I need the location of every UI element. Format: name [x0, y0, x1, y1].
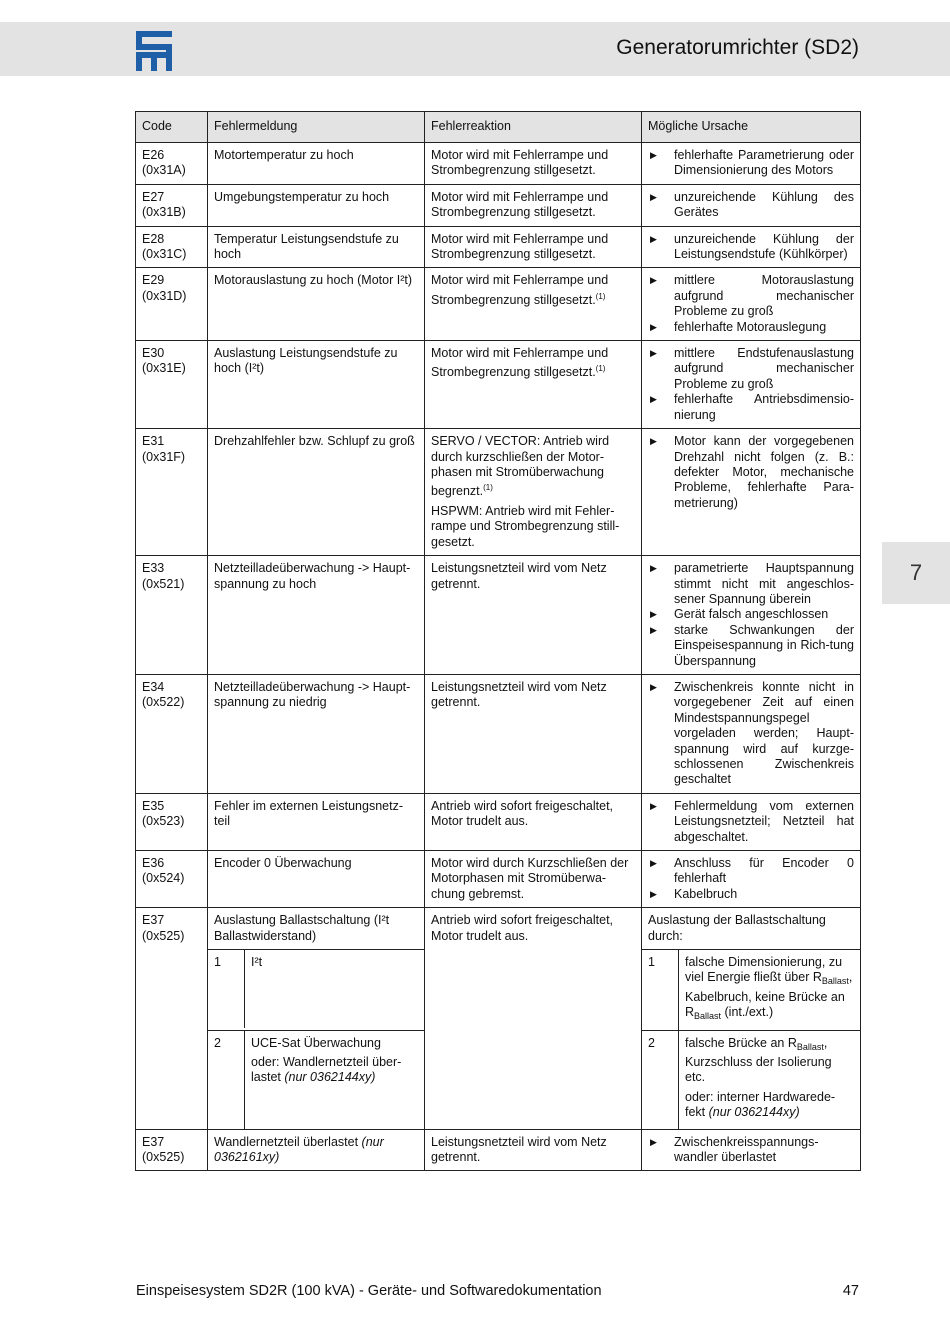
message-cell: Encoder 0 Überwachung — [208, 851, 425, 908]
bullet-arrow-icon: ▶ — [650, 624, 657, 635]
error-code: E28 — [142, 231, 165, 246]
code-cell — [136, 908, 208, 1129]
reaction-cell: Antrieb wird sofort freigeschaltet, Motor trudelt aus. — [425, 793, 642, 850]
error-code: E31 — [142, 434, 165, 449]
column-header-message: Fehlermeldung — [208, 112, 425, 143]
cause-cell — [642, 268, 861, 341]
table-row — [136, 226, 861, 268]
error-hex: (0x31F) — [142, 449, 186, 464]
cause-intro-cell: Auslastung der Ballastschaltung durch: — [642, 908, 861, 950]
error-code: E30 — [142, 346, 165, 361]
cause-item: ▶ Anschluss für Encoder 0 fehlerhaft — [650, 856, 854, 886]
message-cell: Netzteilladeüberwachung -> Haupt-spannung zu niedrig — [208, 674, 425, 793]
reaction-cell: Motor wird mit Fehlerrampe und Strombegrenzung stillgesetzt.$^{(1)}$ — [425, 341, 642, 429]
sub-message-cell-2 — [208, 1030, 425, 1129]
error-code: E33 — [142, 561, 165, 576]
table-row — [136, 429, 861, 556]
error-code: E37 — [142, 1134, 165, 1149]
cause-item: ▶ Kabelbruch — [650, 886, 738, 901]
code-cell — [136, 556, 208, 675]
cause-item: ▶ Zwischenkreisspannungs-wandler überlastet — [650, 1134, 819, 1165]
bullet-arrow-icon: ▶ — [650, 436, 657, 447]
error-code: E29 — [142, 273, 165, 288]
sub-message: I²t — [251, 955, 263, 970]
bullet-arrow-icon: ▶ — [650, 563, 657, 574]
table-row — [136, 143, 861, 185]
message-cell: Fehler im externen Leistungsnetz-teil — [208, 793, 425, 850]
bullet-arrow-icon: ▶ — [650, 1136, 657, 1147]
reaction-cell: Antrieb wird sofort freigeschaltet, Motor trudelt aus. — [425, 908, 642, 1129]
error-hex: (0x521) — [142, 576, 185, 591]
code-cell — [136, 429, 208, 556]
code-cell — [136, 674, 208, 793]
bullet-arrow-icon: ▶ — [650, 150, 657, 160]
error-hex: (0x523) — [142, 814, 185, 829]
error-code: E35 — [142, 798, 165, 813]
error-hex: (0x31A) — [142, 163, 186, 178]
error-hex: (0x31C) — [142, 247, 187, 262]
error-code: E34 — [142, 679, 165, 694]
table-row — [136, 184, 861, 226]
cause-item: ▶ fehlerhafte Motorauslegung — [650, 319, 827, 334]
error-hex: (0x31D) — [142, 288, 187, 303]
table-row — [136, 341, 861, 429]
message-cell: Umgebungstemperatur zu hoch — [208, 184, 425, 226]
sub-number: 1 — [208, 950, 245, 1028]
cause-cell — [642, 556, 861, 675]
table-row-e37b — [136, 1129, 861, 1171]
sub-message: UCE-Sat Überwachung oder: Wandlernetzteil über-lastet (nur 0362144xy) — [251, 1035, 402, 1085]
code-cell — [136, 226, 208, 268]
cause-item: ▶ parametrierte Hauptspannung stimmt nicht mit angeschlos-sener Spannung überein — [650, 561, 854, 606]
page-title: Generatorumrichter (SD2) — [616, 36, 859, 59]
footnote-marker: (1) — [483, 483, 493, 493]
error-code: E36 — [142, 856, 165, 870]
message-cell: Motorauslastung zu hoch (Motor I²t) — [208, 268, 425, 341]
cause-item: ▶ fehlerhafte Antriebsdimensio-nierung — [650, 392, 854, 422]
cause-cell — [642, 341, 861, 429]
code-cell — [136, 851, 208, 908]
cause-item: ▶ Gerät falsch angeschlossen — [650, 607, 829, 622]
code-cell — [136, 143, 208, 185]
table-row — [136, 556, 861, 675]
code-cell — [136, 184, 208, 226]
sub-cause: falsche Dimensionierung, zu viel Energie fließt über $R_{Ballast}$, Kabelbruch, keine Brücke an $R_{Ballast}$ (int./ext.) — [685, 955, 853, 1022]
table-row — [136, 268, 861, 341]
error-code: E27 — [142, 189, 165, 204]
bullet-arrow-icon: ▶ — [650, 191, 657, 202]
footnote-marker: (1) — [595, 291, 606, 301]
error-hex: (0x524) — [142, 871, 185, 886]
cause-cell — [642, 793, 861, 850]
cause-item: ▶ mittlere Motorauslastung aufgrund mechanischer Probleme zu groß — [650, 273, 854, 319]
message-cell: Motortemperatur zu hoch — [208, 143, 425, 185]
cause-cell — [642, 1129, 861, 1171]
cause-item: ▶ starke Schwankungen der Einspeisespannung in Rich-tung Überspannung — [650, 622, 854, 668]
reaction-cell: Motor wird mit Fehlerrampe und Strombegrenzung stillgesetzt. — [425, 184, 642, 226]
bullet-arrow-icon: ▶ — [650, 394, 657, 405]
message-cell: Temperatur Leistungsendstufe zu hoch — [208, 226, 425, 268]
sub-cause-cell-1 — [642, 950, 861, 1031]
cause-cell — [642, 184, 861, 226]
error-hex: (0x522) — [142, 695, 185, 710]
bullet-arrow-icon: ▶ — [650, 681, 657, 692]
cause-cell — [642, 429, 861, 556]
reaction-cell: Motor wird mit Fehlerrampe und Strombegrenzung stillgesetzt. — [425, 226, 642, 268]
message-cell: Auslastung Leistungsendstufe zu hoch (I²t) — [208, 341, 425, 429]
cause-item: ▶ fehlerhafte Parametrierung oder Dimensionierung des Motors — [650, 148, 854, 178]
error-code: E26 — [142, 148, 165, 162]
bullet-arrow-icon: ▶ — [650, 858, 657, 868]
column-header-reaction: Fehlerreaktion — [425, 112, 642, 143]
error-code: E37 — [142, 913, 165, 928]
bullet-arrow-icon: ▶ — [650, 321, 657, 332]
code-cell — [136, 341, 208, 429]
bullet-arrow-icon: ▶ — [650, 233, 657, 244]
column-header-code: Code — [136, 112, 208, 143]
reaction-cell: Motor wird mit Fehlerrampe und Strombegrenzung stillgesetzt.$^{(1)}$ — [425, 268, 642, 341]
cause-cell — [642, 226, 861, 268]
cause-item: ▶ unzureichende Kühlung des Gerätes — [650, 189, 854, 220]
bullet-arrow-icon: ▶ — [650, 888, 657, 899]
table-row — [136, 793, 861, 850]
chapter-tab: 7 — [882, 542, 950, 604]
code-cell — [136, 1129, 208, 1171]
sub-cause-cell-2 — [642, 1030, 861, 1129]
column-header-cause: Mögliche Ursache — [642, 112, 861, 143]
cause-item: ▶ mittlere Endstufenauslastung aufgrund mechanischer Probleme zu groß — [650, 346, 854, 391]
table-row — [136, 674, 861, 793]
error-table — [135, 111, 861, 1171]
table-row — [136, 851, 861, 908]
reaction-note: HSPWM: Antrieb wird mit Fehler-rampe und Strombegrenzung still-gesetzt. — [431, 503, 620, 549]
sub-cause: falsche Brücke an $R_{Ballast}$, Kurzschluss der Isolierung etc. oder: interner Hardwarede-fekt (nur 0362144xy) — [685, 1035, 836, 1120]
message-cell: Netzteilladeüberwachung -> Haupt-spannung zu hoch — [208, 556, 425, 675]
error-hex: (0x31B) — [142, 205, 186, 220]
table-row-e37 — [136, 908, 861, 950]
message-cell: Auslastung Ballastschaltung (I²t Ballastwiderstand) — [208, 908, 425, 950]
message-cell: Wandlernetzteil überlastet (nur 0362161xy) — [208, 1129, 425, 1171]
bullet-arrow-icon: ▶ — [650, 275, 657, 286]
error-hex: (0x31E) — [142, 361, 186, 376]
sub-number: 2 — [208, 1031, 245, 1129]
cause-cell — [642, 143, 861, 185]
reaction-cell: Motor wird mit Fehlerrampe und Strombegrenzung stillgesetzt. — [425, 143, 642, 185]
table-header-row — [136, 112, 861, 143]
code-cell — [136, 793, 208, 850]
reaction-cell: Leistungsnetzteil wird vom Netz getrennt. — [425, 556, 642, 675]
cause-cell — [642, 851, 861, 908]
cause-item: ▶ unzureichende Kühlung der Leistungsendstufe (Kühlkörper) — [650, 231, 854, 262]
footer-page-number: 47 — [842, 1283, 859, 1299]
reaction-cell: Motor wird durch Kurzschließen der Motorphasen mit Stromüberwa-chung gebremst. — [425, 851, 642, 908]
cause-item: ▶ Zwischenkreis konnte nicht in vorgegebener Zeit auf einen Mindestspannungspegel vorgeladen werden; Haupt-spannung wird auf kurzge-schlossenen Zwischenkreis geschaltet — [650, 679, 854, 787]
reaction-cell: SERVO / VECTOR: Antrieb wird durch kurzschließen der Motor-phasen mit Stromüberwachung begrenzt.$^{(1)}$ HSPWM: Antrieb wird mit Fehler-rampe und Strombegrenzung still-gesetzt. — [425, 429, 642, 556]
cause-item: ▶ Fehlermeldung vom externen Leistungsnetzteil; Netzteil hat abgeschaltet. — [650, 798, 854, 844]
reaction-cell: Leistungsnetzteil wird vom Netz getrennt. — [425, 674, 642, 793]
cause-cell — [642, 674, 861, 793]
sub-number: 1 — [642, 950, 679, 1030]
company-logo — [136, 31, 172, 71]
sub-message-cell-1 — [208, 950, 425, 1031]
error-hex: (0x525) — [142, 928, 185, 943]
footnote-marker: (1) — [595, 364, 606, 374]
message-cell: Drehzahlfehler bzw. Schlupf zu groß — [208, 429, 425, 556]
sub-number: 2 — [642, 1031, 679, 1129]
bullet-arrow-icon: ▶ — [650, 348, 657, 359]
footer-document-title: Einspeisesystem SD2R (100 kVA) - Geräte- und Softwaredokumentation — [136, 1283, 602, 1299]
bullet-arrow-icon: ▶ — [650, 800, 657, 811]
code-cell — [136, 268, 208, 341]
cause-item: ▶ Motor kann der vorgegebenen Drehzahl nicht folgen (z. B.: defekter Motor, mechanische Probleme, fehlerhafte Para-metrierung) — [650, 434, 854, 510]
reaction-cell: Leistungsnetzteil wird vom Netz getrennt. — [425, 1129, 642, 1171]
error-hex: (0x525) — [142, 1150, 185, 1165]
bullet-arrow-icon: ▶ — [650, 609, 657, 620]
